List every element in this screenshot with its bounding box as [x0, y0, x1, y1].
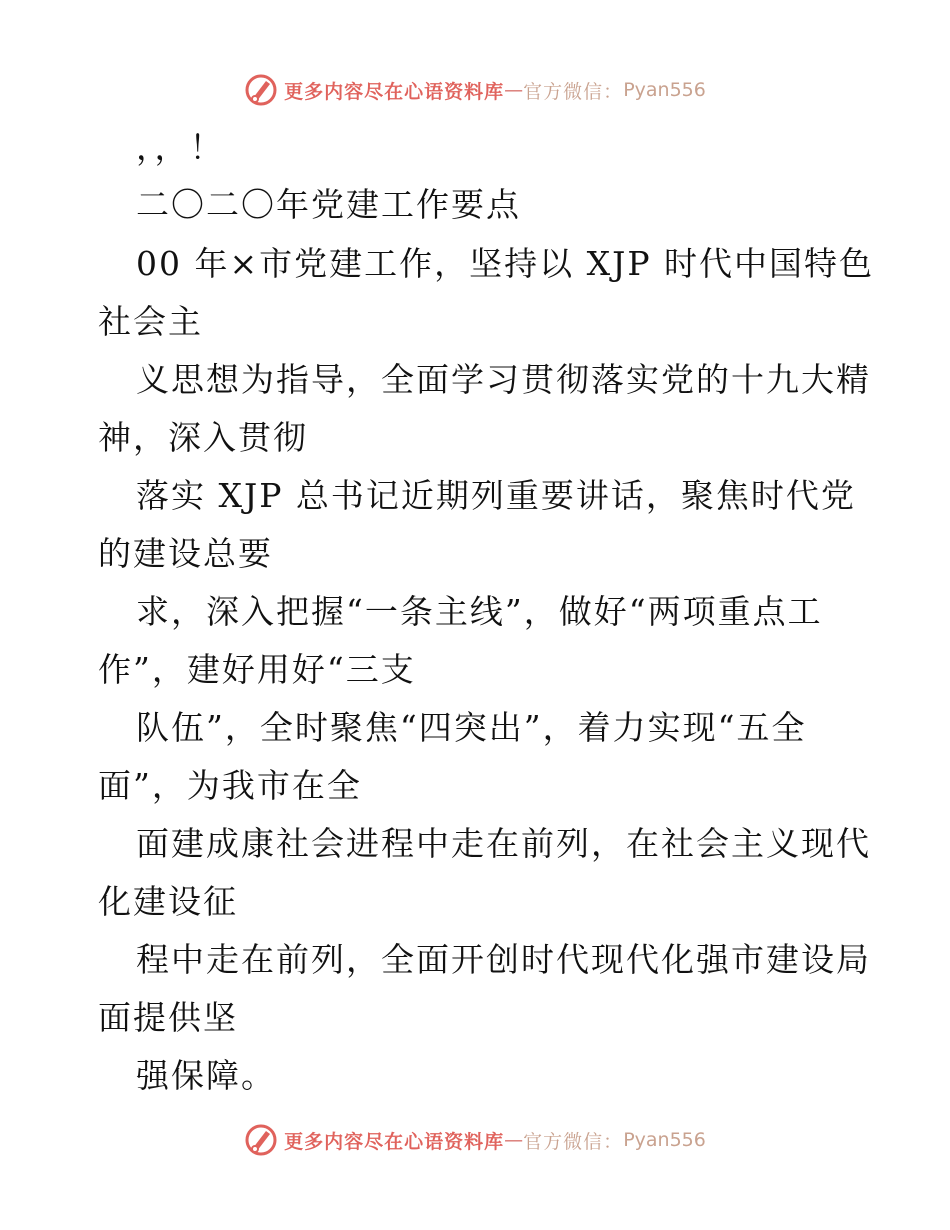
text-line: 队伍”，全时聚焦“四突出”，着力实现“五全	[136, 708, 807, 747]
banner-account: Pyan556	[623, 1129, 706, 1151]
banner-brand: 更多内容尽在心语资料库	[284, 1130, 505, 1153]
banner-separator: —	[504, 79, 524, 101]
banner-wechat-label: 官方微信：	[523, 1130, 624, 1153]
text-line: ，，！	[136, 128, 225, 167]
pen-logo-icon	[244, 73, 278, 107]
text-line: 强保障。	[136, 1056, 276, 1095]
banner-wechat-label: 官方微信：	[523, 80, 624, 103]
text-line: 面建成康社会进程中走在前列，在社会主义现代	[136, 824, 871, 863]
header-watermark	[0, 70, 950, 110]
banner-brand: 更多内容尽在心语资料库	[284, 80, 505, 103]
document-title: 二〇二〇年党建工作要点	[136, 185, 521, 224]
banner-account: Pyan556	[623, 79, 706, 101]
footer-watermark	[0, 1120, 950, 1160]
text-line: 程中走在前列，全面开创时代现代化强市建设局	[136, 940, 871, 979]
text-line: 面提供坚	[98, 998, 238, 1037]
text-line: 化建设征	[98, 882, 238, 921]
text-line: 的建设总要	[98, 534, 273, 573]
pen-logo-icon	[244, 1123, 278, 1157]
text-line: 面”，为我市在全	[98, 766, 362, 805]
text-line: 神，深入贯彻	[98, 418, 308, 457]
banner-separator: —	[504, 1129, 524, 1151]
text-line: 落实 XJP 总书记近期列重要讲话，聚焦时代党	[136, 476, 856, 515]
text-line: 社会主	[98, 302, 203, 341]
text-line: 义思想为指导，全面学习贯彻落实党的十九大精	[136, 360, 871, 399]
text-line: 求，深入把握“一条主线”，做好“两项重点工	[136, 592, 823, 631]
text-line: 作”，建好用好“三支	[98, 650, 416, 689]
text-line: 00 年×市党建工作，坚持以 XJP 时代中国特色	[136, 244, 875, 283]
